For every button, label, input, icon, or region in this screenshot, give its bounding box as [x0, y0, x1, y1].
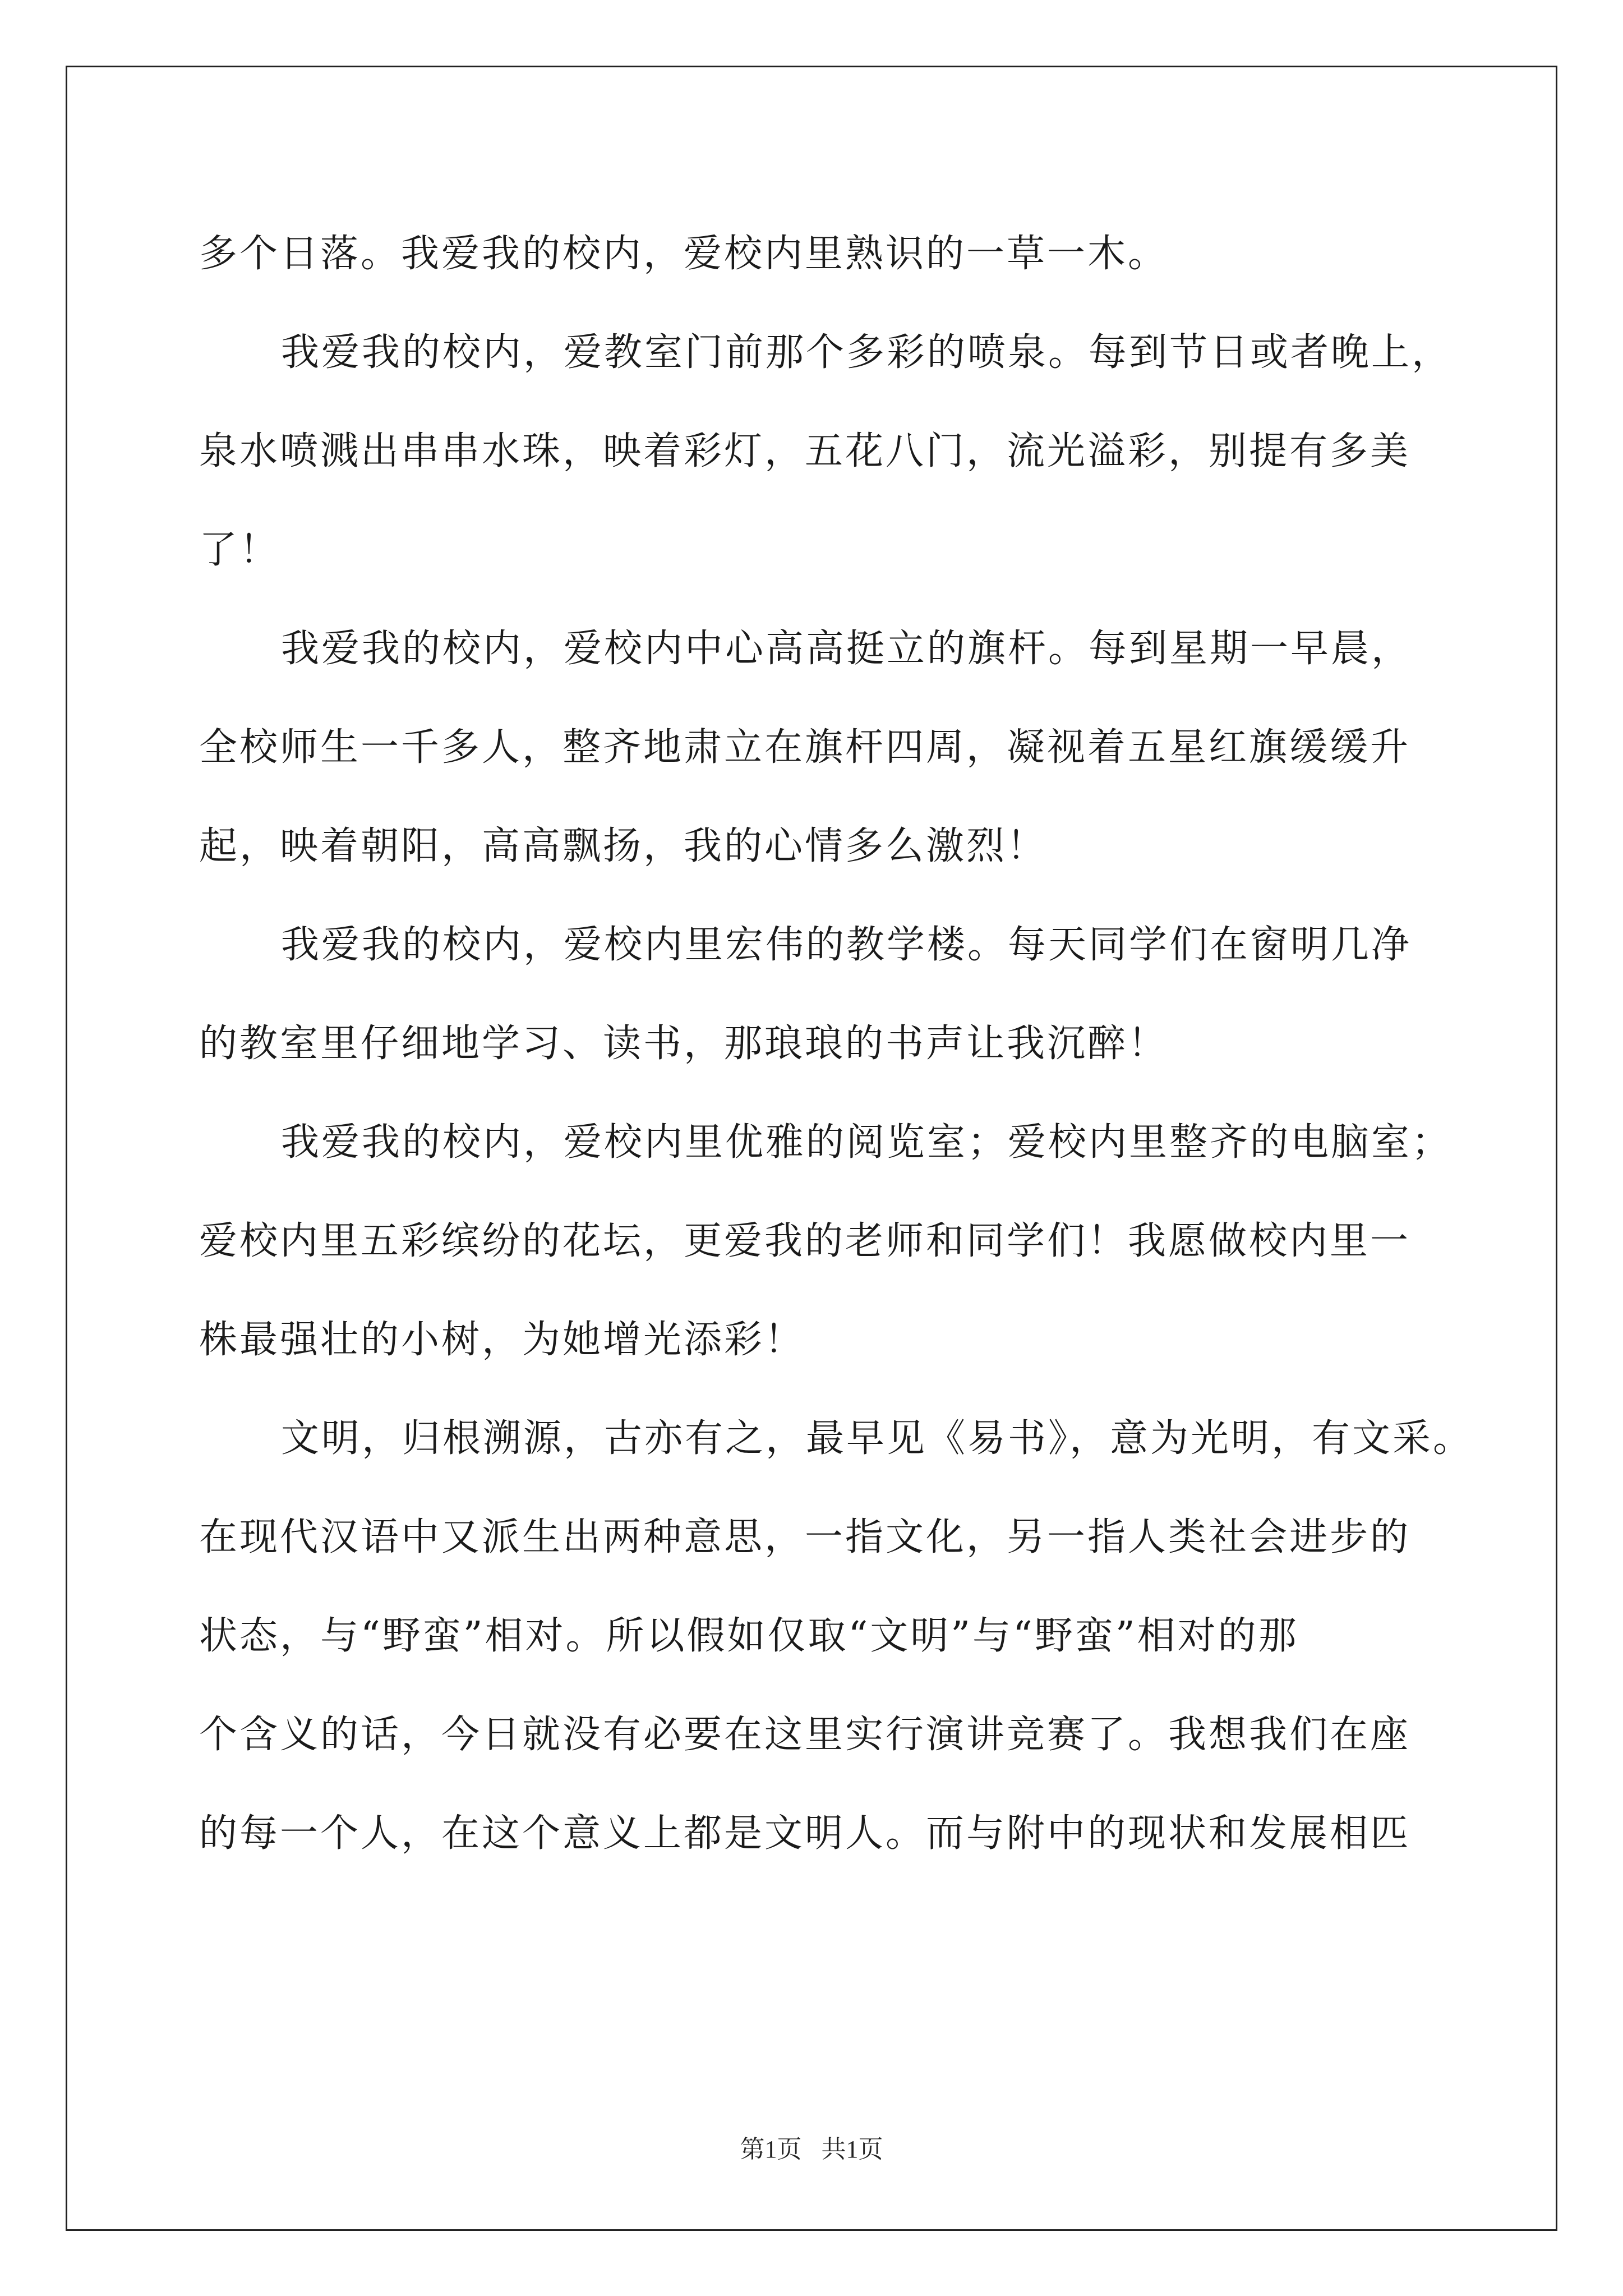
text-line: 了！: [199, 528, 280, 572]
page-total: 共1页: [821, 2136, 883, 2163]
text-line: 个含义的话，今日就没有必要在这里实行演讲竞赛了。我想我们在座: [199, 1713, 1411, 1757]
text-line: 在现代汉语中又派生出两种意思，一指文化，另一指人类社会进步的: [199, 1515, 1411, 1559]
text-line: 的每一个人，在这个意义上都是文明人。而与附中的现状和发展相匹: [199, 1811, 1411, 1856]
text-line: 文明，归根溯源，古亦有之，最早见《易书》，意为光明，有文采。: [281, 1416, 1474, 1461]
text-line: 爱校内里五彩缤纷的花坛，更爱我的老师和同学们！我愿做校内里一: [199, 1219, 1411, 1263]
text-line: 株最强壮的小树，为她增光添彩！: [199, 1318, 805, 1362]
text-line: 状态，与“野蛮”相对。所以假如仅取“文明”与“野蛮”相对的那: [199, 1614, 1299, 1658]
page-footer: [0, 2129, 1623, 2165]
text-line: 我爱我的校内，爱校内中心高高挺立的旗杆。每到星期一早晨，: [281, 627, 1412, 671]
text-line: 多个日落。我爱我的校内，爱校内里熟识的一草一木。: [199, 232, 1169, 276]
text-line: 我爱我的校内，爱教室门前那个多彩的喷泉。每到节日或者晚上，: [281, 330, 1453, 375]
page-number: 第1页: [740, 2136, 802, 2163]
document-body: [199, 205, 1474, 1883]
text-line: 我爱我的校内，爱校内里宏伟的教学楼。每天同学们在窗明几净: [281, 923, 1412, 967]
text-line: 我爱我的校内，爱校内里优雅的阅览室；爱校内里整齐的电脑室；: [281, 1120, 1453, 1165]
text-line: 全校师生一千多人，整齐地肃立在旗杆四周，凝视着五星红旗缓缓升: [199, 725, 1411, 770]
text-line: 的教室里仔细地学习、读书，那琅琅的书声让我沉醉！: [199, 1022, 1169, 1066]
text-line: 泉水喷溅出串串水珠，映着彩灯，五花八门，流光溢彩，别提有多美: [199, 429, 1411, 473]
text-line: 起，映着朝阳，高高飘扬，我的心情多么激烈！: [199, 824, 1048, 868]
